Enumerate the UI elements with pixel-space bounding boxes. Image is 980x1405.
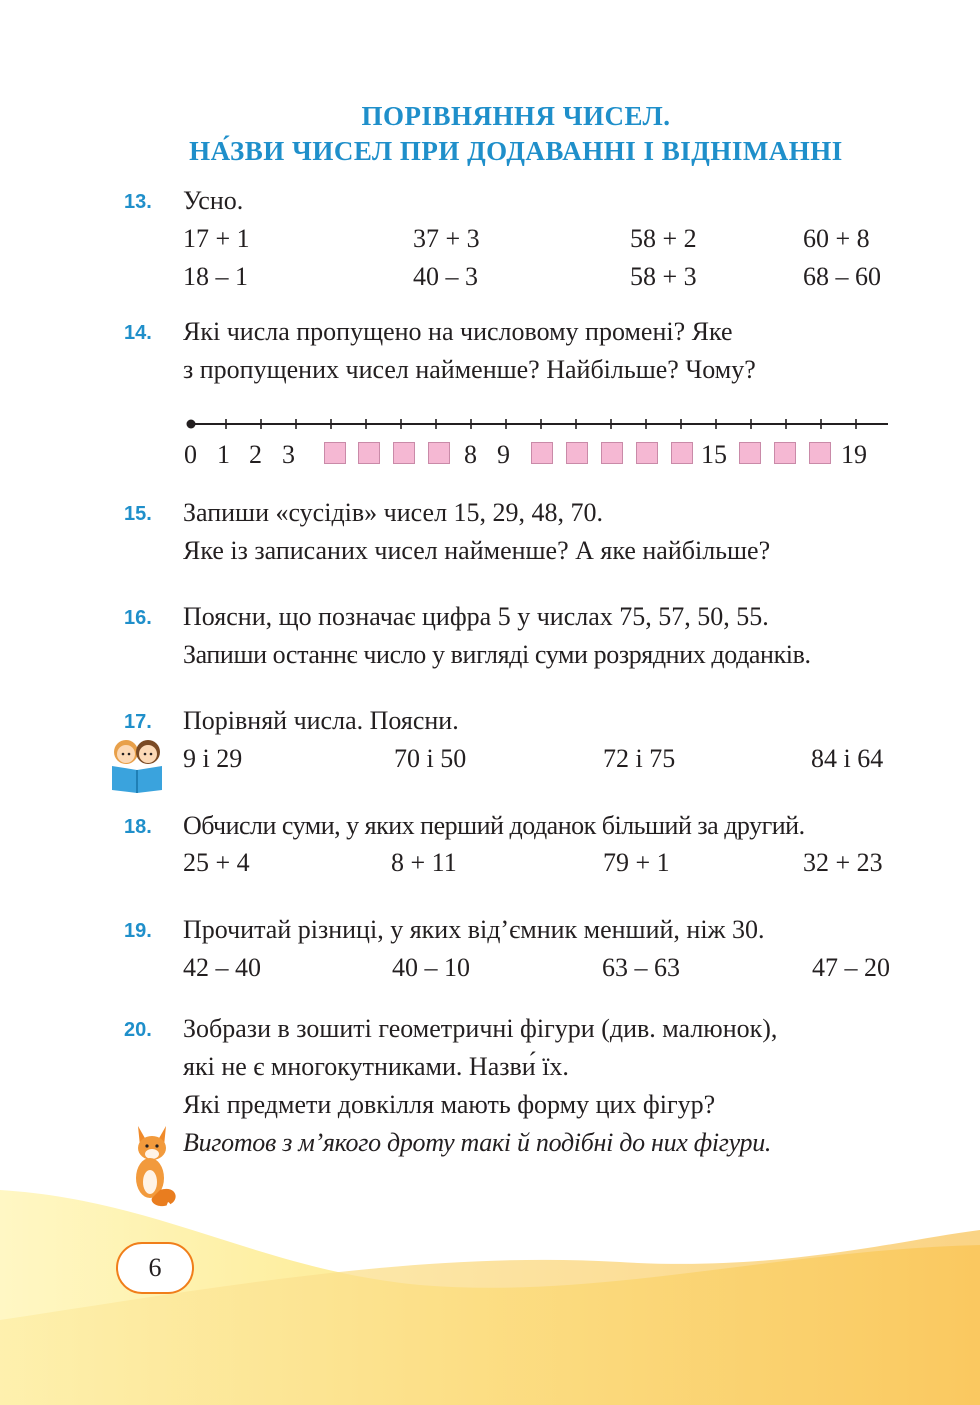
ex19-expr: 40 – 10 [392, 953, 470, 982]
ex19-expr: 42 – 40 [183, 953, 261, 982]
exercise-20-line-2: які не є многокутниками. Назви́ їх. [183, 1052, 569, 1081]
page-number: 6 [116, 1242, 194, 1294]
missing-number-box[interactable] [739, 442, 761, 464]
ex13-expr: 18 – 1 [183, 262, 248, 291]
number-line-label: 0 [184, 440, 197, 469]
number-line-label: 2 [249, 440, 262, 469]
number-line-label: 1 [217, 440, 230, 469]
exercise-13-text: Усно. [183, 186, 244, 215]
ex19-expr: 63 – 63 [602, 953, 680, 982]
page-title-line-1: ПОРІВНЯННЯ ЧИСЕЛ. [361, 101, 671, 131]
exercise-18-number: 18. [124, 816, 152, 838]
missing-number-box[interactable] [809, 442, 831, 464]
ex13-expr: 58 + 2 [630, 224, 697, 253]
exercise-20-line-4: Виготов з м’якого дроту такі й подібні до них фігури. [183, 1128, 772, 1157]
missing-number-box[interactable] [566, 442, 588, 464]
ex13-expr: 58 + 3 [630, 262, 697, 291]
missing-number-box[interactable] [358, 442, 380, 464]
missing-number-box[interactable] [636, 442, 658, 464]
exercise-20-number: 20. [124, 1019, 152, 1041]
ex17-pair: 9 і 29 [183, 744, 243, 773]
ex13-expr: 60 + 8 [803, 224, 870, 253]
exercise-16-line-2: Запиши останнє число у вигляді суми розрядних доданків. [183, 640, 811, 669]
missing-number-box[interactable] [324, 442, 346, 464]
exercise-15-number: 15. [124, 503, 152, 525]
exercise-16-line-1: Поясни, що позначає цифра 5 у числах 75, 57, 50, 55. [183, 602, 769, 631]
number-line-label: 8 [464, 440, 477, 469]
exercise-20-line-1: Зобрази в зошиті геометричні фігури (див. малюнок), [183, 1014, 778, 1043]
exercise-15-line-1: Запиши «сусідів» чисел 15, 29, 48, 70. [183, 498, 604, 527]
number-line-label: 9 [497, 440, 510, 469]
fox-icon [120, 1118, 184, 1210]
ex18-expr: 32 + 23 [803, 848, 883, 877]
ex13-expr: 17 + 1 [183, 224, 250, 253]
page-title-line-2: НА́ЗВИ ЧИСЕЛ ПРИ ДОДАВАННІ І ВІДНІМАННІ [189, 136, 843, 166]
missing-number-box[interactable] [671, 442, 693, 464]
exercise-17-number: 17. [124, 711, 152, 733]
number-line [0, 0, 980, 480]
ex18-expr: 8 + 11 [391, 848, 457, 877]
ex17-pair: 72 і 75 [603, 744, 676, 773]
exercise-15-line-2: Яке із записаних чисел найменше? А яке найбільше? [183, 536, 771, 565]
ex19-expr: 47 – 20 [812, 953, 890, 982]
number-line-label: 15 [701, 440, 727, 469]
exercise-19-text: Прочитай різниці, у яких від’ємник менший, ніж 30. [183, 915, 765, 944]
ex17-pair: 70 і 50 [394, 744, 467, 773]
number-line-label: 3 [282, 440, 295, 469]
ex13-expr: 40 – 3 [413, 262, 478, 291]
ex17-pair: 84 і 64 [811, 744, 884, 773]
ex18-expr: 79 + 1 [603, 848, 670, 877]
number-line-label: 19 [841, 440, 867, 469]
exercise-16-number: 16. [124, 607, 152, 629]
children-reading-icon [104, 732, 170, 794]
missing-number-box[interactable] [393, 442, 415, 464]
missing-number-box[interactable] [774, 442, 796, 464]
ex13-expr: 37 + 3 [413, 224, 480, 253]
missing-number-box[interactable] [428, 442, 450, 464]
exercise-14-number: 14. [124, 322, 152, 344]
ex13-expr: 68 – 60 [803, 262, 881, 291]
missing-number-box[interactable] [601, 442, 623, 464]
ex18-expr: 25 + 4 [183, 848, 250, 877]
exercise-14-line-2: з пропущених чисел найменше? Найбільше? Чому? [183, 355, 756, 384]
exercise-19-number: 19. [124, 920, 152, 942]
exercise-17-text: Порівняй числа. Поясни. [183, 706, 459, 735]
exercise-13-number: 13. [124, 191, 152, 213]
exercise-14-line-1: Які числа пропущено на числовому промені? Яке [183, 317, 733, 346]
exercise-18-text: Обчисли суми, у яких перший доданок більший за другий. [183, 811, 805, 840]
missing-number-box[interactable] [531, 442, 553, 464]
exercise-20-line-3: Які предмети довкілля мають форму цих фігур? [183, 1090, 716, 1119]
